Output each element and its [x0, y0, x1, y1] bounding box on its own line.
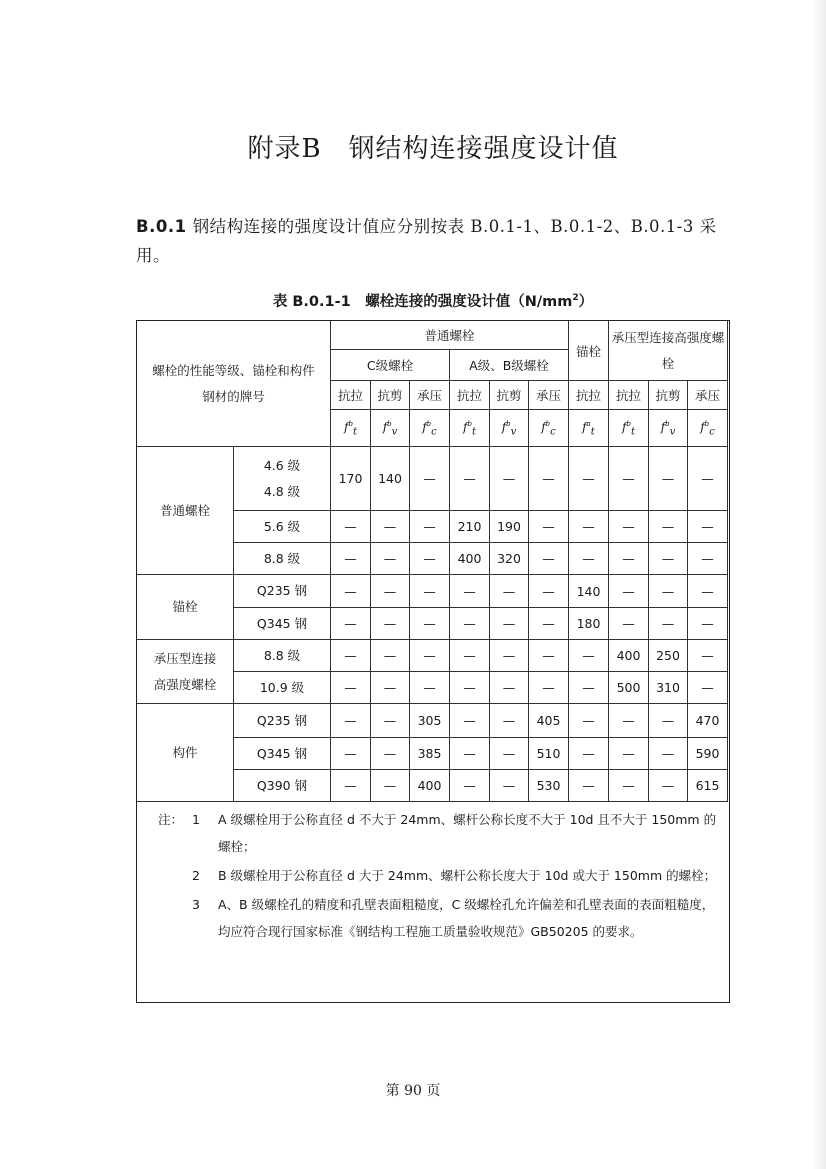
value-cell: —	[609, 447, 649, 511]
strength-symbol: $f^b_v$	[660, 419, 676, 438]
value-cell: —	[450, 738, 490, 770]
value-cell: 190	[490, 511, 529, 543]
table-caption	[0, 290, 826, 311]
value-cell: —	[569, 543, 609, 575]
header-stress-type: 抗拉	[609, 381, 649, 410]
value-cell: 250	[649, 640, 688, 672]
group-name: 普通螺栓	[137, 447, 234, 575]
note-label: 注：	[158, 812, 184, 827]
value-cell: —	[331, 575, 371, 608]
value-cell: —	[529, 608, 569, 640]
header-bearing-bolt: 承压型连接高强度螺栓	[609, 321, 728, 381]
value-cell: —	[410, 608, 450, 640]
header-anchor-bolt: 锚栓	[569, 321, 609, 381]
value-cell: —	[609, 575, 649, 608]
value-cell: —	[529, 447, 569, 511]
note-number: 2	[192, 868, 200, 883]
value-cell: 470	[688, 704, 728, 738]
note-number: 1	[192, 812, 200, 827]
value-cell: —	[450, 640, 490, 672]
table-caption-end: ）	[578, 294, 594, 310]
value-cell: —	[609, 770, 649, 802]
table-notes	[158, 806, 724, 947]
note-text: A、B 级螺栓孔的精度和孔壁表面粗糙度，C 级螺栓孔允许偏差和孔壁表面的表面粗糙度，均应符合现行国家标准《钢结构工程施工质量验收规范》GB50205 的要求。	[218, 897, 715, 939]
value-cell: 305	[410, 704, 450, 738]
value-cell: —	[649, 704, 688, 738]
group-name: 承压型连接 高强度螺栓	[137, 640, 234, 704]
value-cell: 615	[688, 770, 728, 802]
header-stress-type: 抗拉	[331, 381, 371, 410]
table-caption-sup: 2	[572, 293, 579, 304]
value-cell: —	[688, 543, 728, 575]
grade-cell: 8.8 级	[234, 640, 331, 672]
strength-symbol: $f^b_t$	[344, 419, 357, 438]
value-cell: —	[331, 704, 371, 738]
strength-symbol: $f^b_v$	[501, 419, 517, 438]
value-cell: —	[450, 608, 490, 640]
strength-symbol: $f^b_t$	[622, 419, 635, 438]
value-cell: —	[371, 770, 410, 802]
value-cell: —	[331, 543, 371, 575]
value-cell: —	[410, 447, 450, 511]
value-cell: —	[410, 575, 450, 608]
value-cell: —	[410, 672, 450, 704]
grade-cell: 4.6 级 4.8 级	[234, 447, 331, 511]
value-cell: —	[569, 770, 609, 802]
value-cell: —	[371, 575, 410, 608]
value-cell: —	[529, 543, 569, 575]
value-cell: —	[450, 575, 490, 608]
value-cell: 170	[331, 447, 371, 511]
value-cell: —	[569, 511, 609, 543]
grade-cell: Q345 钢	[234, 738, 331, 770]
grade-cell: Q390 钢	[234, 770, 331, 802]
value-cell: —	[569, 738, 609, 770]
header-ordinary-bolt: 普通螺栓	[331, 321, 569, 350]
value-cell: —	[649, 575, 688, 608]
value-cell: —	[450, 447, 490, 511]
value-cell: —	[649, 608, 688, 640]
value-cell: 180	[569, 608, 609, 640]
header-stress-type: 抗拉	[450, 381, 490, 410]
value-cell: —	[331, 770, 371, 802]
header-ab-grade: A级、B级螺栓	[450, 350, 569, 381]
group-name: 构件	[137, 704, 234, 802]
value-cell: —	[410, 640, 450, 672]
value-cell: 405	[529, 704, 569, 738]
grade-cell: Q235 钢	[234, 575, 331, 608]
value-cell: —	[410, 511, 450, 543]
value-cell: 400	[410, 770, 450, 802]
value-cell: —	[649, 738, 688, 770]
header-stress-type: 抗剪	[490, 381, 529, 410]
value-cell: —	[688, 608, 728, 640]
value-cell: —	[688, 447, 728, 511]
value-cell: —	[649, 770, 688, 802]
value-cell: —	[450, 704, 490, 738]
header-stress-type: 承压	[529, 381, 569, 410]
grade-cell: Q235 钢	[234, 704, 331, 738]
value-cell: —	[331, 511, 371, 543]
group-name: 锚栓	[137, 575, 234, 640]
strength-symbol: $f^b_v$	[382, 419, 398, 438]
note-item	[158, 806, 724, 860]
value-cell: —	[371, 704, 410, 738]
value-cell: 140	[569, 575, 609, 608]
note-text: B 级螺栓用于公称直径 d 大于 24mm、螺杆公称长度大于 10d 或大于 150mm 的螺栓；	[218, 868, 717, 883]
table-caption-text: 表 B.0.1-1 螺栓连接的强度设计值（N/mm	[272, 294, 573, 310]
value-cell: —	[331, 738, 371, 770]
value-cell: —	[529, 511, 569, 543]
note-item	[158, 891, 724, 945]
value-cell: —	[609, 738, 649, 770]
value-cell: 385	[410, 738, 450, 770]
value-cell: —	[529, 575, 569, 608]
value-cell: —	[371, 640, 410, 672]
note-number: 3	[192, 897, 200, 912]
value-cell: 320	[490, 543, 529, 575]
strength-symbol: $f^b_c$	[700, 419, 715, 438]
value-cell: —	[609, 704, 649, 738]
value-cell: 400	[609, 640, 649, 672]
value-cell: 400	[450, 543, 490, 575]
value-cell: 510	[529, 738, 569, 770]
value-cell: —	[569, 704, 609, 738]
clause-number: B.0.1	[136, 217, 187, 236]
value-cell: —	[688, 672, 728, 704]
value-cell: 590	[688, 738, 728, 770]
header-stress-type: 抗剪	[649, 381, 688, 410]
grade-cell: 8.8 级	[234, 543, 331, 575]
value-cell: —	[371, 738, 410, 770]
value-cell: —	[569, 447, 609, 511]
header-corner: 螺栓的性能等级、锚栓和构件钢材的牌号	[137, 321, 331, 447]
value-cell: 210	[450, 511, 490, 543]
value-cell: —	[688, 511, 728, 543]
value-cell: 140	[371, 447, 410, 511]
value-cell: —	[331, 640, 371, 672]
value-cell: 530	[529, 770, 569, 802]
value-cell: —	[609, 511, 649, 543]
value-cell: —	[490, 608, 529, 640]
header-stress-type: 抗剪	[371, 381, 410, 410]
header-stress-type: 承压	[688, 381, 728, 410]
value-cell: —	[490, 672, 529, 704]
value-cell: —	[688, 640, 728, 672]
value-cell: —	[450, 770, 490, 802]
value-cell: —	[609, 543, 649, 575]
value-cell: —	[331, 672, 371, 704]
grade-cell: Q345 钢	[234, 608, 331, 640]
value-cell: —	[569, 672, 609, 704]
value-cell: —	[490, 447, 529, 511]
note-label	[158, 891, 192, 945]
header-stress-type: 抗拉	[569, 381, 609, 410]
value-cell: —	[569, 640, 609, 672]
value-cell: —	[490, 738, 529, 770]
strength-symbol: $f^b_t$	[463, 419, 476, 438]
value-cell: —	[371, 608, 410, 640]
note-item	[158, 862, 724, 889]
value-cell: —	[490, 704, 529, 738]
value-cell: —	[490, 770, 529, 802]
strength-symbol: $f^b_c$	[541, 419, 556, 438]
appendix-title: 附录B 钢结构连接强度设计值	[247, 134, 619, 164]
clause-text: 钢结构连接的强度设计值应分别按表 B.0.1-1、B.0.1-2、B.0.1-3 采用。	[136, 217, 717, 265]
value-cell: —	[529, 672, 569, 704]
value-cell: —	[649, 511, 688, 543]
value-cell: 500	[609, 672, 649, 704]
value-cell: —	[490, 575, 529, 608]
value-cell: —	[529, 640, 569, 672]
clause-b-0-1	[136, 212, 732, 270]
page-edge-shadow	[812, 0, 826, 1169]
value-cell: —	[688, 575, 728, 608]
note-label	[158, 862, 192, 889]
value-cell: —	[371, 672, 410, 704]
note-text: A 级螺栓用于公称直径 d 不大于 24mm、螺杆公称长度不大于 10d 且不大于 150mm 的螺栓；	[218, 812, 717, 854]
value-cell: 310	[649, 672, 688, 704]
header-stress-type: 承压	[410, 381, 450, 410]
value-cell: —	[331, 608, 371, 640]
value-cell: —	[371, 511, 410, 543]
value-cell: —	[649, 447, 688, 511]
value-cell: —	[490, 640, 529, 672]
strength-symbol: $f^a_t$	[582, 419, 595, 438]
value-cell: —	[649, 543, 688, 575]
grade-cell: 10.9 级	[234, 672, 331, 704]
grade-cell: 5.6 级	[234, 511, 331, 543]
value-cell: —	[371, 543, 410, 575]
value-cell: —	[410, 543, 450, 575]
page-number: 第 90 页	[385, 1083, 441, 1099]
value-cell: —	[609, 608, 649, 640]
strength-symbol: $f^b_c$	[422, 419, 437, 438]
value-cell: —	[450, 672, 490, 704]
header-c-grade: C级螺栓	[331, 350, 450, 381]
